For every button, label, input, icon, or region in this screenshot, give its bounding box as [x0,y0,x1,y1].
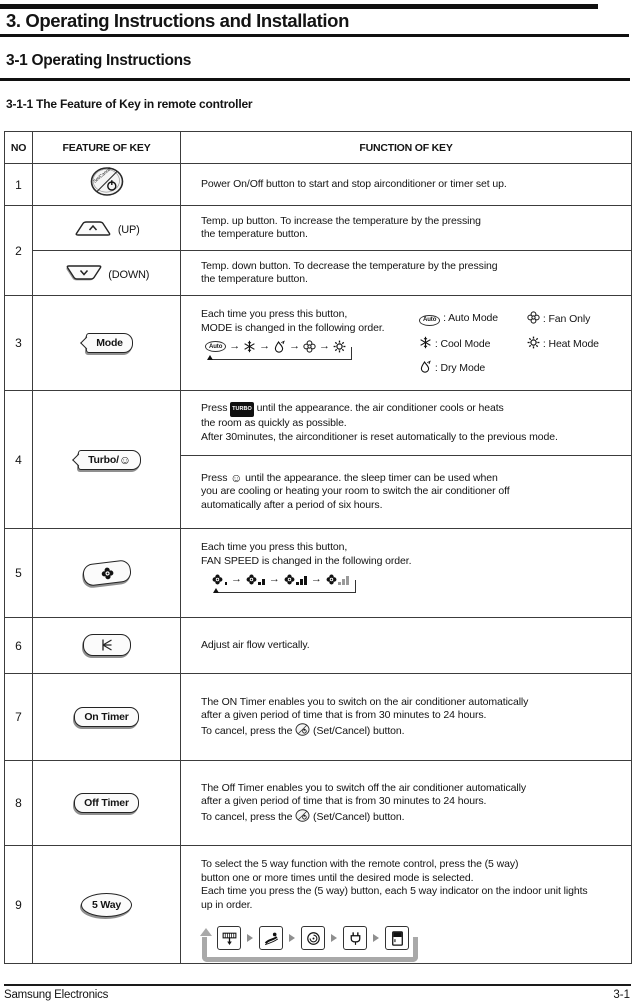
text-line: you are cooling or heating your room to switch the air conditioner off [201,485,510,498]
text-line: the temperature button. [201,228,308,240]
text-line: up in order. [201,898,253,911]
header-feature: FEATURE OF KEY [33,132,181,164]
chapter-rule [0,34,629,37]
text-line: Temp. up button. To increase the temperature by the pressing [201,214,481,227]
footer-page-number: 3-1 [613,989,630,1001]
text-line: after a given period of time that is from 30 minutes to 24 hours. [201,795,487,808]
fan-speed-3-icon [283,574,308,585]
temp-down-button-icon [64,264,104,282]
table-row [5,206,632,251]
set-cancel-button-icon [295,723,310,736]
text-line: The ON Timer enables you to switch on the air conditioner automatically [201,695,529,708]
table-row [5,164,632,206]
legend-heat: : Heat Mode [527,336,623,352]
air-swing-button [83,634,131,656]
arrow-icon: → [229,340,241,352]
table-row [5,529,632,618]
turbo-sleep-button: Turbo/☺ [78,450,141,470]
door-indicator-icon [385,926,409,950]
row9-feature [33,846,181,964]
row8-function [181,761,632,846]
heat-mode-icon [333,340,346,353]
section-rule [0,78,630,81]
arrow-icon: → [318,340,330,352]
row8-no: 8 [5,761,33,846]
row4-no: 4 [5,391,33,529]
row2-down-feature [33,251,181,296]
row5-function [181,529,632,618]
fan-mode-icon [303,340,316,353]
subsection-title: 3-1-1 The Feature of Key in remote controller [6,97,253,111]
text-line: MODE is changed in the following order. [201,321,385,334]
table-row [5,846,632,964]
table-row [5,296,632,391]
dry-mode-icon [273,340,286,353]
row7-no: 7 [5,674,33,761]
table-row [5,674,632,761]
header-function: FUNCTION OF KEY [181,132,632,164]
legend-dry: : Dry Mode [419,360,527,376]
text-line: Each time you press this button, [201,308,348,320]
text-line: automatically after a period of six hours. [201,498,383,511]
sleep-face-icon: ☺ [230,470,243,485]
row1-function: Power On/Off button to start and stop airconditioner or timer set up. [181,164,632,206]
row2-up-function [181,206,632,251]
text-line: After 30minutes, the airconditioner is reset automatically to the previous mode. [201,430,558,443]
section-title: 3-1 Operating Instructions [6,52,192,69]
fan-speed-2-icon [245,574,266,585]
dry-mode-icon [419,360,432,373]
row2-up-feature [33,206,181,251]
fan-speed-1-icon [211,574,228,585]
fan-icon [99,566,113,580]
mode-cycle-sequence [205,340,346,354]
arrow-icon: → [231,573,242,585]
set-cancel-button-icon [295,809,310,822]
row6-function: Adjust air flow vertically. [181,618,632,674]
text-line: button one or more times until the desired mode is selected. [201,871,474,884]
five-way-button: 5 Way [81,893,132,917]
table-row [5,761,632,846]
fan-speed-button [81,559,131,587]
gray-arrow-icon [331,934,337,942]
row2-down-function [181,251,632,296]
cool-mode-icon [243,340,256,353]
text-line: the room as quickly as possible. [201,417,347,430]
off-timer-button: Off Timer [74,793,139,813]
row1-feature [33,164,181,206]
text-line: The Off Timer enables you to switch off the air conditioner automatically [201,781,526,794]
auto-mode-icon: Auto [205,341,226,352]
row9-no: 9 [5,846,33,964]
text-line: To select the 5 way function with the remote control, press the (5 way) [201,858,519,870]
text-line: Each time you press the (5 way) button, each 5 way indicator on the indoor unit lights [201,885,588,897]
table-row [5,618,632,674]
fan-speed-sequence [211,573,350,587]
top-black-bar [0,4,598,9]
arrow-icon: → [268,573,280,585]
row2-no: 2 [5,206,33,296]
auto-mode-icon: Auto [419,315,440,326]
text-line: Temp. down button. To decrease the temperature by the pressing [201,259,498,272]
spiral-indicator-icon [301,926,325,950]
table-header-row [5,132,632,164]
row3-function [181,296,632,391]
row3-feature [33,296,181,391]
row4-turbo-function [181,391,632,456]
chapter-title: 3. Operating Instructions and Installation [6,10,349,31]
legend-auto: Auto : Auto Mode [419,312,527,326]
row4-sleep-function [181,456,632,529]
row8-feature [33,761,181,846]
gray-arrow-icon [373,934,379,942]
air-swing-icon [100,637,114,653]
swing-indicator-icon [259,926,283,950]
row6-no: 6 [5,618,33,674]
row9-function [181,846,632,964]
text-line: FAN SPEED is changed in the following order. [201,554,412,567]
gray-arrow-icon [289,934,295,942]
row4-feature [33,391,181,529]
turbo-badge-icon: TURBO [230,402,254,418]
mode-legend [419,308,623,376]
sleep-face-icon: ☺ [118,452,131,467]
text-line: the temperature button. [201,273,308,285]
arrow-icon: → [310,573,322,585]
legend-cool: : Cool Mode [419,336,527,352]
gray-arrow-icon [247,934,253,942]
header-no: NO [5,132,33,164]
row5-feature [33,529,181,618]
footer-rule [4,984,631,986]
row3-no: 3 [5,296,33,391]
remote-key-table [4,131,632,964]
mode-button: Mode [86,333,133,353]
text-line: To cancel, press the (Set/Cancel) button. [201,724,405,737]
cool-mode-icon [419,336,432,349]
row7-function [181,674,632,761]
five-way-cycle-sequence [217,926,409,950]
on-timer-button: On Timer [74,707,138,727]
row5-no: 5 [5,529,33,618]
legend-fan: : Fan Only [527,311,623,327]
fan-speed-auto-icon [325,574,350,585]
row1-no: 1 [5,164,33,206]
row7-feature [33,674,181,761]
fan-mode-icon [527,311,540,324]
vent-indicator-icon [217,926,241,950]
footer-company: Samsung Electronics [4,989,109,1001]
text-line: To cancel, press the (Set/Cancel) button. [201,810,405,823]
plug-indicator-icon [343,926,367,950]
text-line: Press ☺ until the appearance. the sleep timer can be used when [201,470,498,485]
table-row [5,251,632,296]
down-label: (DOWN) [108,268,150,281]
text-line: Press TURBO until the appearance. the air conditioner cools or heats [201,402,623,418]
arrow-icon: → [259,340,271,352]
table-row [5,391,632,456]
temp-up-button-icon [73,219,113,237]
heat-mode-icon [527,336,540,349]
up-label: (UP) [117,223,140,236]
row6-feature [33,618,181,674]
arrow-icon: → [289,340,300,352]
text-line: Each time you press this button, [201,541,348,553]
text-line: after a given period of time that is from 30 minutes to 24 hours. [201,709,487,722]
power-set-cancel-button-icon [89,166,125,198]
